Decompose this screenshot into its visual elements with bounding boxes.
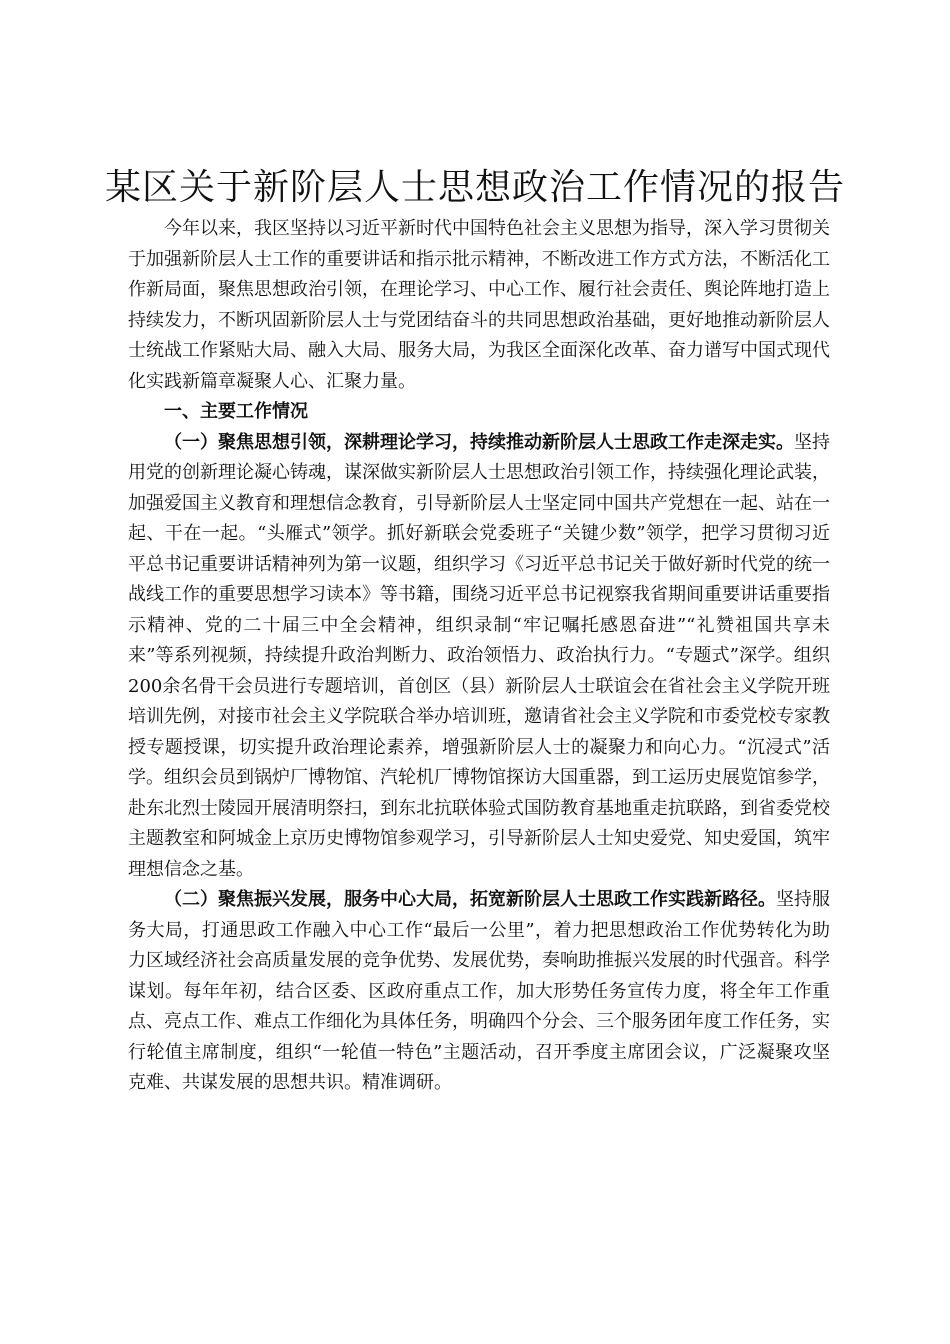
section-heading: 一、主要工作情况 [164,401,308,422]
subsection-2-paragraph [128,885,830,1099]
subsection-2-heading: （二）聚焦振兴发展，服务中心大局，拓宽新阶层人士思政工作实践新路径。 [164,889,776,910]
document-body [128,214,830,1099]
subsection-2-body: 坚持服务大局，打通思政工作融入中心工作“最后一公里”，着力把思想政治工作优势转化为助力区域经济社会高质量发展的竞争优势、发展优势，奏响助推振兴发展的时代强音。科学谋划。每年年初，结合区委、区政府重点工作，加大形势任务宣传力度，将全年工作重点、亮点工作、难点工作细化为具体任务，明确四个分会、三个服务团年度工作任务，实行轮值主席制度，组织“一轮值一特色”主题活动，召开季度主席团会议，广泛凝聚攻坚克难、共谋发展的思想共识。精准调研。 [128,889,830,1093]
document-title: 某区关于新阶层人士思想政治工作情况的报告 [104,167,845,208]
intro-paragraph: 今年以来，我区坚持以习近平新时代中国特色社会主义思想为指导，深入学习贯彻关于加强新阶层人士工作的重要讲话和指示批示精神，不断改进工作方式方法，不断活化工作新局面，聚焦思想政治引领，在理论学习、中心工作、履行社会责任、舆论阵地打造上持续发力，不断巩固新阶层人士与党团结奋斗的共同思想政治基础，更好地推动新阶层人士统战工作紧贴大局、融入大局、服务大局，为我区全面深化改革、奋力谱写中国式现代化实践新篇章凝聚人心、汇聚力量。 [128,218,830,392]
subsection-1-body: 坚持用党的创新理论凝心铸魂，谋深做实新阶层人士思想政治引领工作，持续强化理论武装，加强爱国主义教育和理想信念教育，引导新阶层人士坚定同中国共产党想在一起、站在一起、干在一起。“头雁式”领学。抓好新联会党委班子“关键少数”领学，把学习贯彻习近平总书记重要讲话精神列为第一议题，组织学习《习近平总书记关于做好新时代党的统一战线工作的重要思想学习读本》等书籍，围绕习近平总书记视察我省期间重要讲话重要指示精神、党的二十届三中全会精神，组织录制“牢记嘱托感恩奋进”“礼赞祖国共享未来”等系列视频，持续提升政治判断力、政治领悟力、政治执行力。“专题式”深学。组织200余名骨干会员进行专题培训，首创区（县）新阶层人士联谊会在省社会主义学院开班培训先例，对接市社会主义学院联合举办培训班，邀请省社会主义学院和市委党校专家教授专题授课，切实提升政治理论素养，增强新阶层人士的凝聚力和向心力。“沉浸式”活学。组织会员到锅炉厂博物馆、汽轮机厂博物馆探访大国重器，到工运历史展览馆参学，赴东北烈士陵园开展清明祭扫，到东北抗联体验式国防教育基地重走抗联路，到省委党校主题教室和阿城金上京历史博物馆参观学习，引导新阶层人士知史爱党、知史爱国，筑牢理想信念之基。 [128,431,830,880]
subsection-1-paragraph [128,428,830,886]
subsection-1-heading: （一）聚焦思想引领，深耕理论学习，持续推动新阶层人士思政工作走深走实。 [164,431,794,453]
